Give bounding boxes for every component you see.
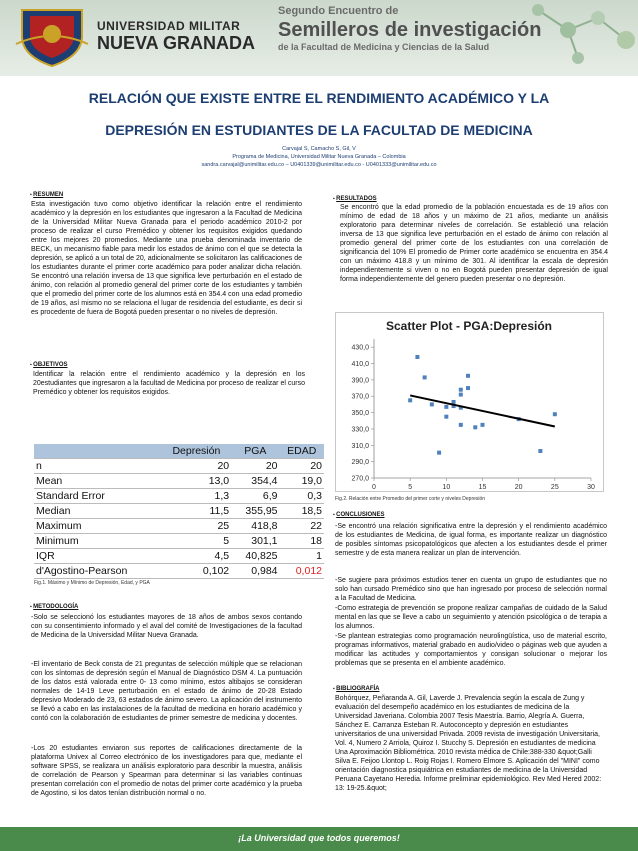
scatter-point	[538, 449, 542, 453]
scatter-point	[553, 412, 557, 416]
footer-slogan: ¡La Universidad que todos queremos!	[238, 833, 400, 843]
x-tick-label: 25	[550, 484, 559, 491]
stats-row-label: Minimum	[34, 534, 162, 549]
stats-cell: 19,0	[280, 474, 324, 489]
stats-cell: 1,3	[162, 489, 231, 504]
y-tick-label: 430,0	[351, 344, 369, 352]
university-name	[97, 20, 255, 52]
y-tick-label: 270,0	[351, 475, 369, 483]
stats-col-pga: PGA	[231, 444, 279, 459]
stats-cell: 0,3	[280, 489, 324, 504]
metodologia-p1: -Solo se seleccionó los estudiantes mayores de 18 años de ambos sexos contando con su consentimiento informado y el aval del comité de Investigaciones de la facultad de Medicina de la Universidad Militar Nueva Granada.	[31, 614, 302, 639]
scatter-point	[466, 386, 470, 390]
stats-cell: 301,1	[231, 534, 279, 549]
x-tick-label: 0	[372, 484, 376, 491]
y-tick-label: 350,0	[351, 410, 369, 418]
scatter-point	[481, 423, 485, 427]
stats-cell: 20	[280, 459, 324, 474]
x-tick-label: 10	[442, 484, 451, 491]
x-tick-label: 30	[587, 484, 595, 491]
stats-cell-highlight: 0,012	[280, 564, 324, 579]
stats-row	[34, 534, 324, 549]
scatter-plot-svg	[336, 313, 603, 491]
bibliografia-heading: ▪ BIBLIOGRAFÍA	[333, 686, 380, 692]
stats-row-label: n	[34, 459, 162, 474]
stats-cell: 6,9	[231, 489, 279, 504]
conclusiones-p4: -Se plantean estrategias como programación neurolingüística, uso de material escrito, programas informativos, material grabado en audio/video o páginas web que ayuden a modificar las actitudes y comportamientos y consigan solucionar o mejorar los problemas que se presenta en el ambiente académico.	[335, 633, 607, 667]
scatter-point	[459, 393, 463, 397]
stats-table	[34, 444, 324, 579]
author-emails: sandra.carvajal@unimilitar.edu.co – U0401339@unimilitar.edu.co - U0401333@unimilitar.edu.co	[201, 162, 437, 168]
poster-title-line1: RELACIÓN QUE EXISTE ENTRE EL RENDIMIENTO ACADÉMICO Y LA	[88, 90, 550, 106]
stats-cell: 20	[231, 459, 279, 474]
trend-line	[410, 395, 555, 426]
y-tick-label: 370,0	[351, 393, 369, 401]
conclusiones-p3: -Como estrategia de prevención se propone realizar campañas de cuidado de la Salud mental en las que se lleve a cabo un seguimiento y atención psicológica o de terapia a los alumnos.	[335, 605, 607, 630]
stats-row	[34, 519, 324, 534]
event-line3: de la Facultad de Medicina y Ciencias de la Salud	[278, 42, 490, 52]
stats-cell: 18	[280, 534, 324, 549]
scatter-point	[430, 402, 434, 406]
stats-cell: 4,5	[162, 549, 231, 564]
x-tick-label: 20	[514, 484, 523, 491]
stats-row-label: Median	[34, 504, 162, 519]
event-line1: Segundo Encuentro de	[278, 5, 399, 17]
stats-cell: 40,825	[231, 549, 279, 564]
y-tick-label: 330,0	[351, 426, 369, 434]
scatter-chart	[335, 312, 604, 492]
scatter-point	[437, 451, 441, 455]
x-tick-label: 15	[478, 484, 487, 491]
stats-header-blank	[34, 444, 162, 459]
stats-row	[34, 504, 324, 519]
stats-row	[34, 564, 324, 579]
stats-col-depresion: Depresión	[162, 444, 231, 459]
stats-row	[34, 489, 324, 504]
footer-bar	[0, 827, 638, 851]
stats-row	[34, 474, 324, 489]
stats-row	[34, 459, 324, 474]
resumen-heading: ▪ RESUMEN	[30, 192, 63, 198]
scatter-point	[459, 388, 463, 392]
objetivos-text: Identificar la relación entre el rendimiento académico y la depresión en los 20estudiantes que ingresaron a la facultad de Medicina por proceso de realizar el curso Premédico y obtener los requisitos exigidos.	[33, 371, 305, 396]
chart-title: Scatter Plot - PGA:Depresión	[385, 319, 553, 333]
stats-cell: 22	[280, 519, 324, 534]
stats-header-row	[34, 444, 324, 459]
university-line2: NUEVA GRANADA	[97, 33, 256, 53]
metodologia-p3: -Los 20 estudiantes enviaron sus reportes de calificaciones directamente de la plataforma Univex al Correo electrónico de los investigadores para que, mediante el software SPSS, se realizara un análisis exploratorio para describir la muestra, análisis de correlación de Pearson y Spearman para determinar si las variables continuas presentan correlación con el promedio de notas del primer corte académico y la prueba de Agostino, si los datos tenían distribución normal o no.	[31, 745, 302, 797]
chart-caption: Fig.2. Relación entre Promedio del primer corte y niveles Depresión	[335, 496, 486, 502]
event-line2: Semilleros de investigación	[278, 19, 542, 41]
y-tick-label: 290,0	[351, 459, 369, 467]
stats-row-label: Standard Error	[34, 489, 162, 504]
x-tick-label: 5	[408, 484, 413, 491]
scatter-point	[444, 405, 448, 409]
metodologia-heading: ▪ METODOLOGÍA	[30, 604, 78, 610]
stats-cell: 5	[162, 534, 231, 549]
stats-cell: 11,5	[162, 504, 231, 519]
stats-row-label: Maximum	[34, 519, 162, 534]
poster-header	[0, 0, 638, 76]
stats-cell: 0,984	[231, 564, 279, 579]
scatter-point	[466, 374, 470, 378]
scatter-point	[415, 355, 419, 359]
stats-row	[34, 549, 324, 564]
scatter-point	[444, 415, 448, 419]
stats-cell: 0,102	[162, 564, 231, 579]
stats-row-label: d'Agostino-Pearson	[34, 564, 162, 579]
scatter-point	[452, 400, 456, 404]
y-tick-label: 390,0	[351, 377, 369, 385]
scatter-point	[423, 375, 427, 379]
stats-cell: 355,95	[231, 504, 279, 519]
stats-cell: 13,0	[162, 474, 231, 489]
scatter-point	[408, 398, 412, 402]
stats-cell: 418,8	[231, 519, 279, 534]
stats-cell: 1	[280, 549, 324, 564]
stats-cell: 20	[162, 459, 231, 474]
stats-row-label: Mean	[34, 474, 162, 489]
bibliografia-text: Bohórquez, Peñaranda A. Gil, Laverde J. Prevalencia según la escala de Zung y evaluación del desempeño académico en los estudiantes de medicina de la Universidad Javeriana. Colombia 2007 Tesis Maestría. Barrio, Alegría A. Guerra, Sánchez E. Carranza Esteban R. Autoconcepto y depresión en estudiantes universitarios de una universidad Privada. 2009 revista de investigación Universitaria, Vol. 4, Numero 2 Arriola, Quiroz I. Stucchy S. Depresión en estudiantes de medicina Una Aproximación Bibliométrica. 2010 revista médica de Chile:388-330 &quot;Galli Silva E. Feijoo Llontop L. Roig Rojas I. Romero Elmore S. Aplicación del "MINI" como orientación diagnostica psiquiátrica en estudiantes de medicina de la Universidad Peruana Cayetano Heredia. Informe preliminar epidemiológico. Rev Med Hered 2002: 13: 19-25.&quot;	[335, 695, 602, 792]
conclusiones-p2: -Se sugiere para próximos estudios tener en cuenta un grupo de estudiantes que no solo han cursado Premédico sino que han ingresado por proceso de selección normal a la Facultad de Medicina.	[335, 577, 607, 602]
conclusiones-heading: ▪ CONCLUSIONES	[333, 512, 385, 518]
poster-title-line2: DEPRESIÓN EN ESTUDIANTES DE LA FACULTAD DE MEDICINA	[105, 122, 533, 138]
author-affiliation: Programa de Medicina, Universidad Militar Nueva Granada – Colombia	[232, 154, 406, 160]
y-tick-label: 410,0	[351, 361, 369, 369]
resultados-heading: ▪ RESULTADOS	[333, 196, 377, 202]
decorative-molecules	[498, 0, 638, 76]
scatter-point	[459, 423, 463, 427]
stats-col-edad: EDAD	[280, 444, 324, 459]
stats-cell: 25	[162, 519, 231, 534]
metodologia-p2: -El inventario de Beck consta de 21 preguntas de selección múltiple que se relacionan con los síntomas de depresión según el Manual de Diagnóstico DSM 4. La puntuación de los datos está valorada entre 0- 13 como mínimo, estos altibajos se consideran normales de 14-19 Leve perturbación en el estado de ánimo de 20-28 Estado depresivo Moderado de 23, 63 estados de ánimo severo. La aplicación del instrumento se llevó a cabo en las instalaciones de la facultad de medicina en horario académico y contó con la colaboración de estudiantes de primer semestre de medicina y docentes.	[31, 661, 302, 722]
university-logo	[8, 6, 96, 68]
university-line1: UNIVERSIDAD MILITAR	[97, 19, 241, 33]
resumen-text: Esta investigación tuvo como objetivo identificar la relación entre el rendimiento académico y la depresión en los estudiantes que ingresaron a la Facultad de Medicina de la Universidad Militar Nueva Granada para el periodo académico 2010-2 por proceso de realizar el curso Premédico y obtener los requisitos exigidos quedando entre los mejores 20 promedios. Mediante una prueba denominada inventario de BECK, un mecanismo fiable para medir los estados de ánimo con el que se detecta la depresión, se aplicó a un total de 20, adicionalmente se solicitaron las calificaciones de los estudiantes durante el primer corte académico para poder analizar dicha relación. Se encontró una relación inversa de 13 que significa leve perturbación en el estado de ánimo, con relación al promedio general del primer corte de los estudiantes y también que el promedio del primer corte de los alumnos está en 354.4 con una edad promedio de 19 años, así mismo no se relaciona el lugar de residencia del estudiante, es decir si es procedente de fuera de Bogotá pueden presentar o no niveles de depresión.	[31, 201, 302, 316]
scatter-point	[473, 425, 477, 429]
resultados-text: Se encontró que la edad promedio de la población encuestada es de 19 años con mínimo de edad de 18 años y un máximo de 21 años, mediante un análisis exploratorio para determinar niveles de correlación. Se estableció una relación inversa de 13 que significa leve perturbación en el estado de ánimo con relación al promedio general del primer corte de los estudiantes con una correlación de significancia del 10% El promedio de Primer corte académico se encuentra en 354.4 con un máximo 418.8 y un mínimo de 301. Al identificar la escala de depresión independientemente si viven o no en Bogotá pueden presentar depresión de igual forma independientemente del genero pueden presentar o no depresión.	[340, 204, 608, 283]
objetivos-heading: ▪ OBJETIVOS	[30, 362, 68, 368]
author-names: Carvajal S, Camacho S, Gil, V	[282, 146, 356, 152]
stats-cell: 18,5	[280, 504, 324, 519]
table-caption: Fig.1. Máximo y Mínimo de Depresión, Edad, y PGA	[34, 580, 150, 586]
conclusiones-p1: -Se encontró una relación significativa entre la depresión y el rendimiento académico de los estudiantes de Medicina, de igual forma, es importante realizar un diagnóstico de posibles síntomas psicopatológicos que afecten a los estudiantes desde el primer semestre y de esta manera realizar un plan de intervención.	[335, 523, 607, 557]
y-tick-label: 310,0	[351, 442, 369, 450]
stats-row-label: IQR	[34, 549, 162, 564]
stats-cell: 354,4	[231, 474, 279, 489]
